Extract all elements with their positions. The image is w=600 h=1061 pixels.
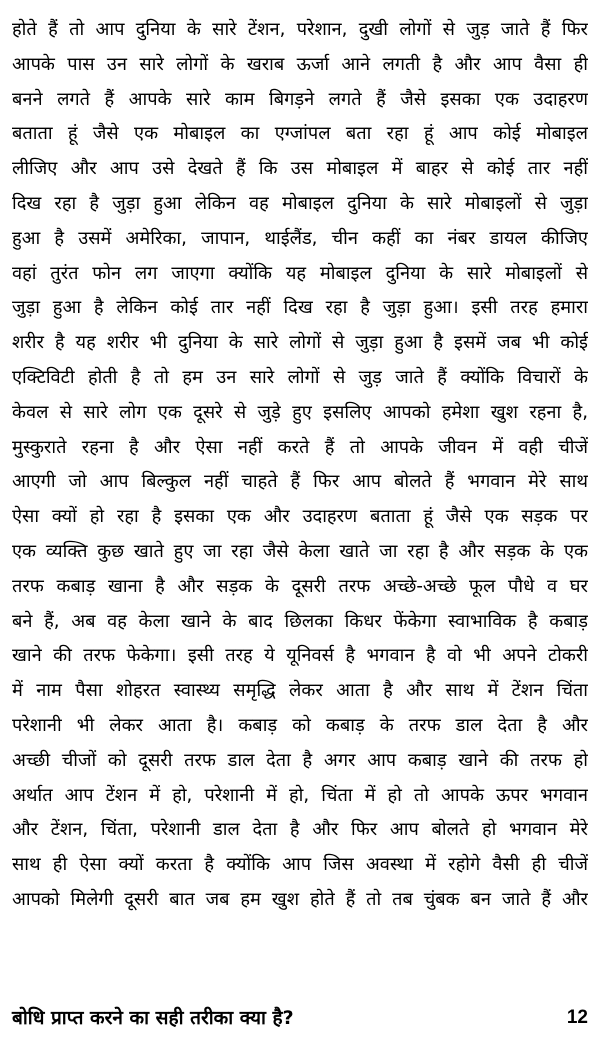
text-line: खाने की तरफ फेकेगा। इसी तरह ये यूनिवर्स है भगवान है वो भी अपने टोकरी (12, 645, 588, 667)
text-line: ऐसा क्यों हो रहा है इसका एक और उदाहरण बताता हूं जैसे एक सड़क पर (12, 506, 588, 528)
text-line: आएगी जो आप बिल्कुल नहीं चाहते हैं फिर आप बोलते हैं भगवान मेरे साथ (12, 471, 588, 493)
text-line: एक्टिविटी होती है तो हम उन सारे लोगों से जुड़ जाते हैं क्योंकि विचारों के (12, 366, 588, 388)
text-line: बने हैं, अब वह केला खाने के बाद छिलका किधर फेंकेगा स्वाभाविक है कबाड़ (12, 610, 588, 632)
text-line: अच्छी चीजों को दूसरी तरफ डाल देता है अगर आप कबाड़ खाने की तरफ हो (12, 749, 588, 771)
text-line: शरीर है यह शरीर भी दुनिया के सारे लोगों से जुड़ा हुआ है इसमें जब भी कोई (12, 332, 588, 354)
text-line: जुड़ा हुआ है लेकिन कोई तार नहीं दिख रहा है जुड़ा हुआ। इसी तरह हमारा (12, 297, 588, 319)
text-line: और टेंशन, चिंता, परेशानी डाल देता है और फिर आप बोलते हो भगवान मेरे (12, 819, 588, 841)
text-line: लीजिए और आप उसे देखते हैं कि उस मोबाइल में बाहर से कोई तार नहीं (12, 158, 588, 180)
page-footer (12, 1000, 588, 1036)
text-line: साथ ही ऐसा क्यों करता है क्योंकि आप जिस अवस्था में रहोगे वैसी ही चीजें (12, 854, 588, 876)
text-line: अर्थात आप टेंशन में हो, परेशानी में हो, चिंता में हो तो आपके ऊपर भगवान (12, 784, 588, 806)
text-line: बनने लगते हैं आपके सारे काम बिगड़ने लगते हैं जैसे इसका एक उदाहरण (12, 88, 588, 110)
text-line: होते हैं तो आप दुनिया के सारे टेंशन, परेशान, दुखी लोगों से जुड़ जाते हैं फिर (12, 19, 588, 40)
text-line: वहां तुरंत फोन लग जाएगा क्योंकि यह मोबाइल दुनिया के सारे मोबाइलों से (12, 262, 588, 284)
text-line: बताता हूं जैसे एक मोबाइल का एग्जांपल बता रहा हूं आप कोई मोबाइल (12, 123, 588, 145)
text-line: परेशानी भी लेकर आता है। कबाड़ को कबाड़ के तरफ डाल देता है और (12, 714, 588, 736)
text-line: एक व्यक्ति कुछ खाते हुए जा रहा जैसे केला खाते जा रहा है और सड़क के एक (12, 540, 588, 562)
text-line: में नाम पैसा शोहरत स्वास्थ्य समृद्धि लेकर आता है और साथ में टेंशन चिंता (12, 680, 588, 702)
page-number: 12 (566, 1007, 588, 1028)
running-title: बोधि प्राप्त करने का सही तरीका क्या है? (12, 1007, 294, 1029)
text-line: तरफ कबाड़ खाना है और सड़क के दूसरी तरफ अच्छे-अच्छे फूल पौधे व घर (12, 575, 588, 597)
text-line: दिख रहा है जुड़ा हुआ लेकिन वह मोबाइल दुनिया के सारे मोबाइलों से जुड़ा (12, 192, 588, 214)
text-line: हुआ है उसमें अमेरिका, जापान, थाईलैंड, चीन कहीं का नंबर डायल कीजिए (12, 227, 588, 249)
text-line: आपको मिलेगी दूसरी बात जब हम खुश होते हैं तो तब चुंबक बन जाते हैं और (12, 888, 588, 910)
text-line: मुस्कुराते रहना है और ऐसा नहीं करते हैं तो आपके जीवन में वही चीजें (12, 436, 588, 458)
text-line: आपके पास उन सारे लोगों के खराब ऊर्जा आने लगती है और आप वैसा ही (12, 53, 588, 75)
body-paragraph (12, 13, 588, 918)
text-line: केवल से सारे लोग एक दूसरे से जुड़े हुए इसलिए आपको हमेशा खुश रहना है, (12, 401, 588, 423)
